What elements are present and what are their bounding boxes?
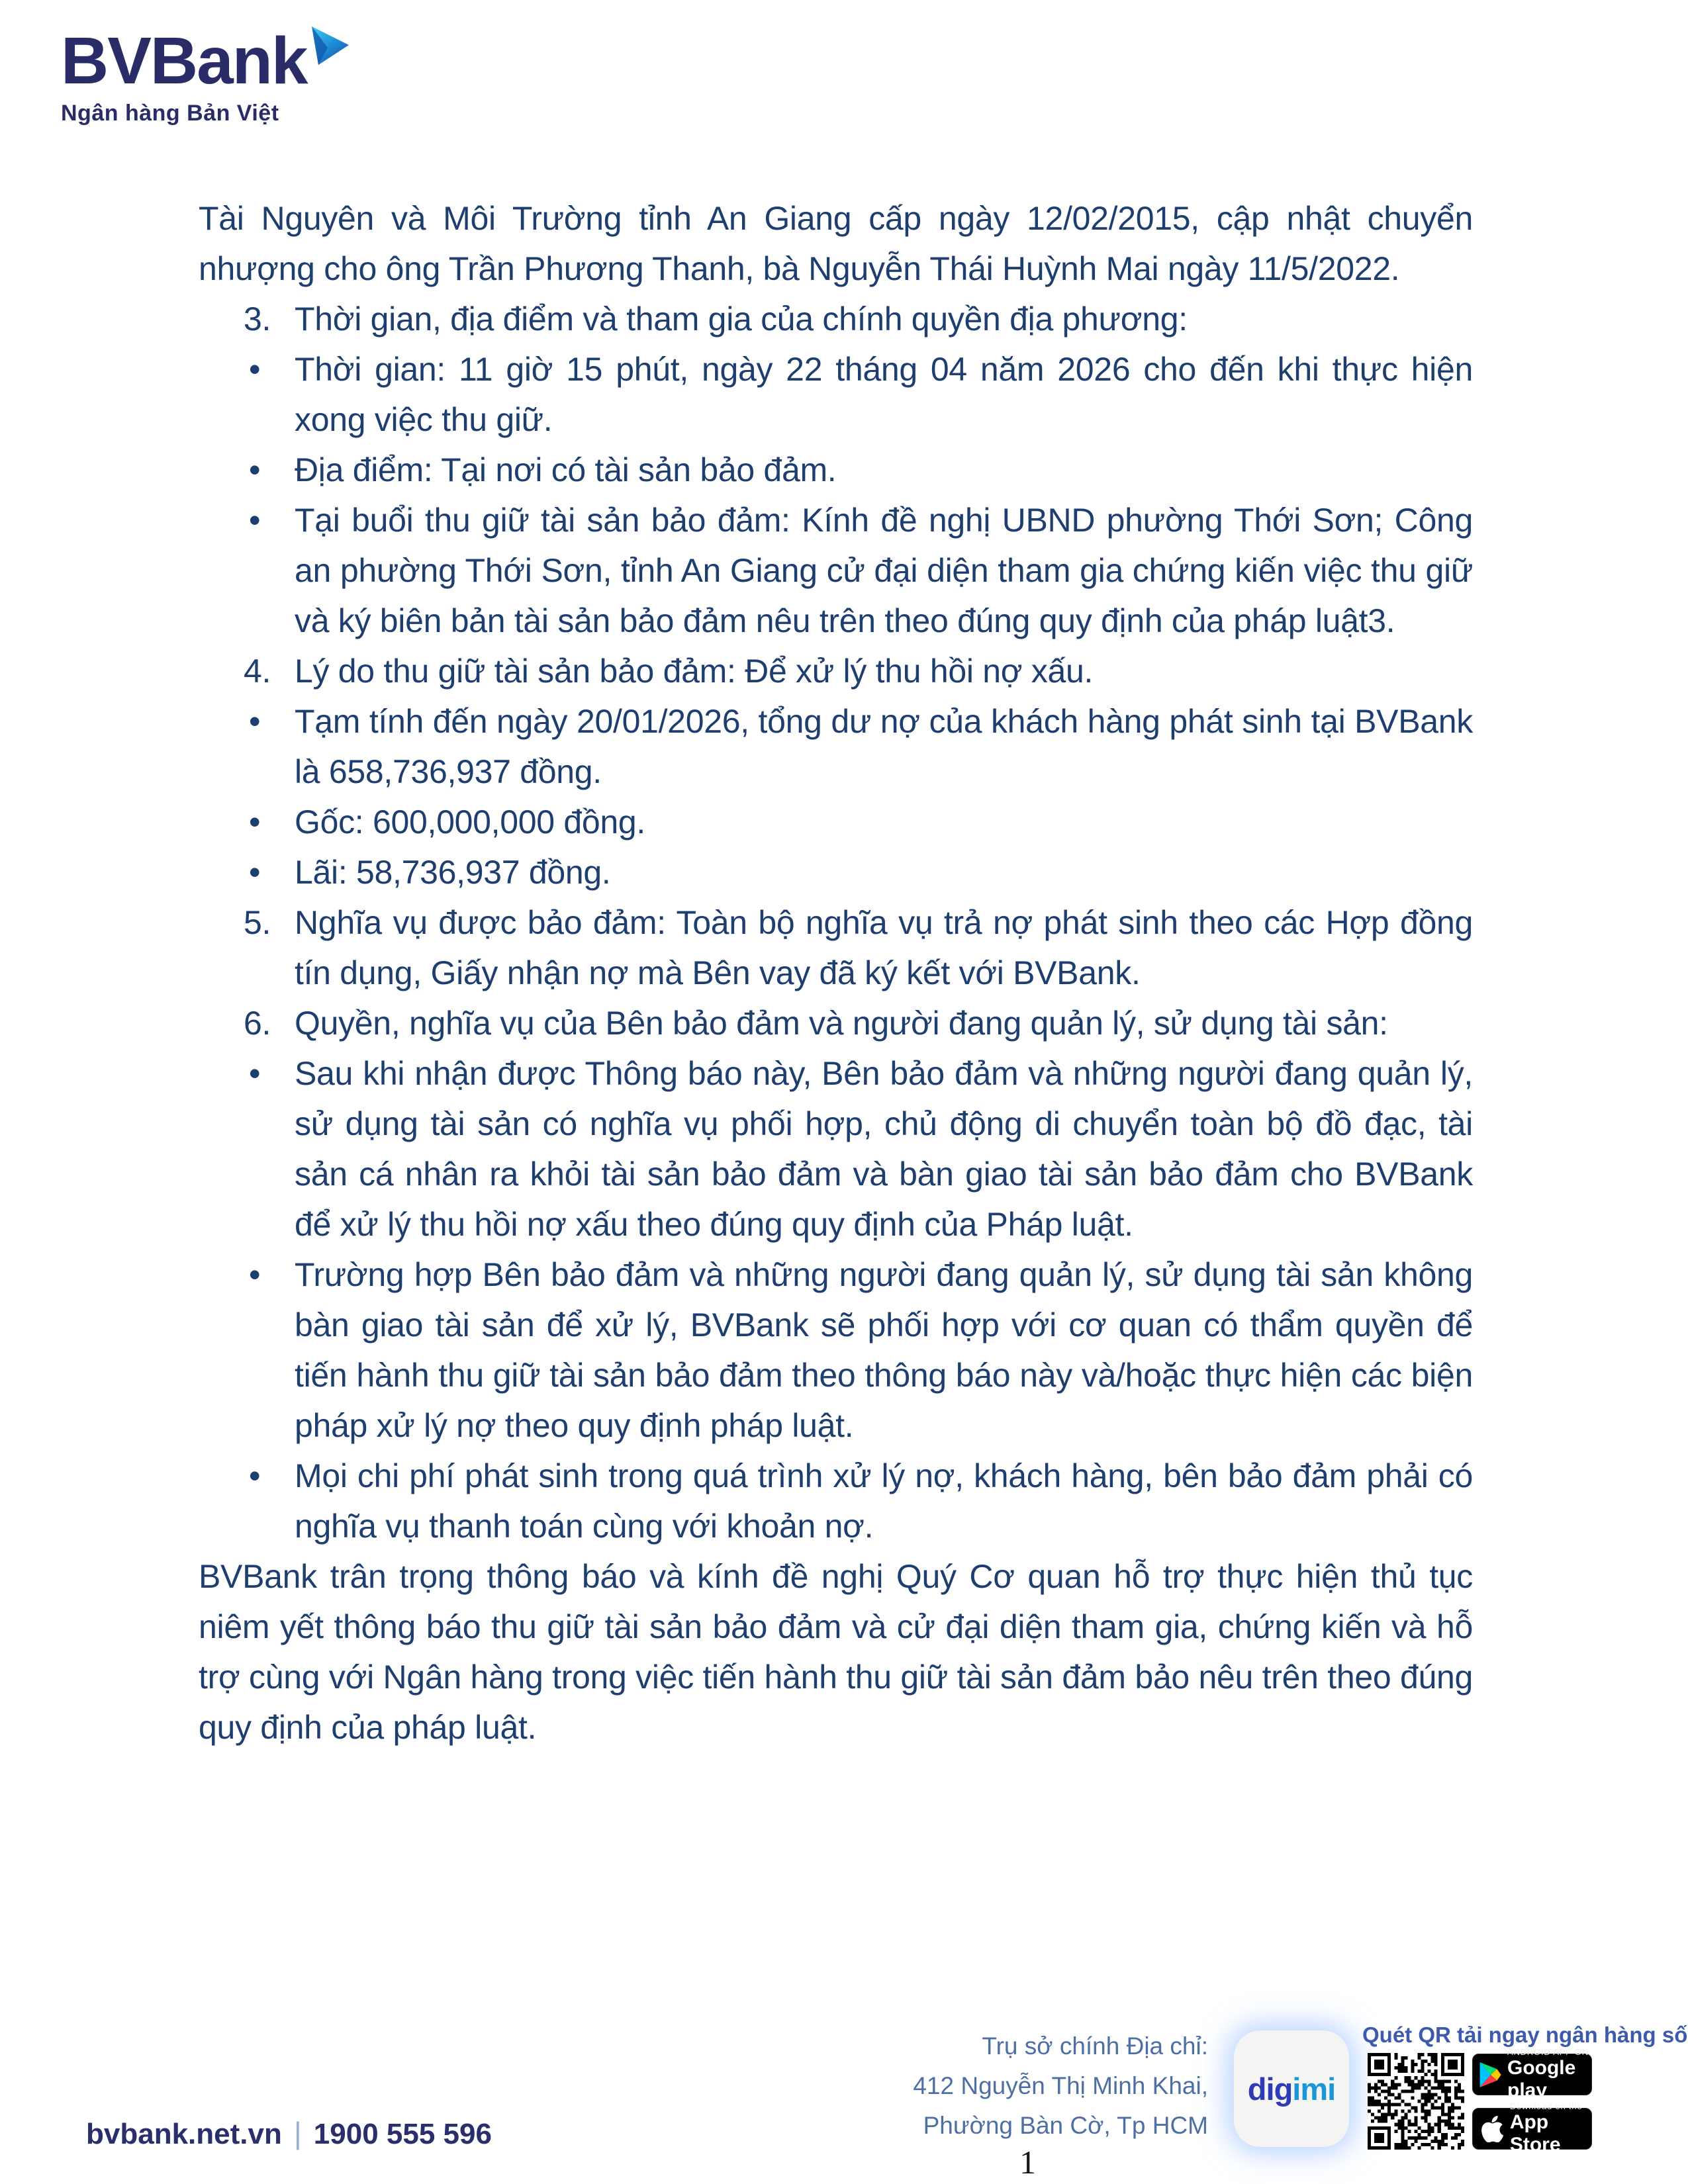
document-body (199, 193, 1473, 1752)
bullet-icon: • (249, 351, 261, 388)
digimi-wordmark-right: imi (1292, 2071, 1336, 2107)
list-item-5 (199, 897, 1473, 998)
bullet-icon: • (249, 703, 261, 740)
list-item-bullet (199, 344, 1473, 445)
app-store-badge (1472, 2101, 1592, 2156)
footer-separator: | (293, 2116, 302, 2150)
bullet-icon: • (249, 1055, 261, 1092)
page-number: 1 (1019, 2144, 1036, 2181)
item-text: Quyền, nghĩa vụ của Bên bảo đảm và người đang quản lý, sử dụng tài sản: (295, 1005, 1388, 1042)
hq-address-line2: Phường Bàn Cờ, Tp HCM (923, 2112, 1208, 2139)
list-item-bullet (199, 1250, 1473, 1451)
list-item-6 (199, 998, 1473, 1048)
item-number: 3. (244, 300, 271, 338)
hq-address-line1: 412 Nguyễn Thị Minh Khai, (913, 2072, 1208, 2099)
item-number: 5. (244, 904, 271, 941)
bullet-icon: • (249, 1256, 261, 1293)
item-text: Trường hợp Bên bảo đảm và những người đang quản lý, sử dụng tài sản không bàn giao tài sản để xử lý, BVBank sẽ phối hợp với cơ quan có thẩm quyền để tiến hành thu giữ tài sản bảo đảm theo thông báo này và/hoặc thực hiện các biện pháp xử lý nợ theo quy định pháp luật. (295, 1256, 1473, 1444)
bvbank-tagline: Ngân hàng Bản Việt (61, 101, 279, 126)
google-play-icon (1479, 2062, 1502, 2087)
qr-code (1368, 2053, 1464, 2150)
hq-label: Trụ sở chính Địa chỉ: (982, 2032, 1208, 2060)
footer-website: bvbank.net.vn (86, 2118, 282, 2150)
bullet-icon: • (249, 1457, 261, 1494)
paragraph-continuation: Tài Nguyên và Môi Trường tỉnh An Giang cấp ngày 12/02/2015, cập nhật chuyển nhượng cho ông Trần Phương Thanh, bà Nguyễn Thái Huỳnh Mai ngày 11/5/2022. (199, 200, 1473, 287)
item-text: Thời gian: 11 giờ 15 phút, ngày 22 tháng 04 năm 2026 cho đến khi thực hiện xong việc thu giữ. (295, 351, 1473, 438)
digimi-wordmark-left: dig (1247, 2071, 1293, 2107)
apple-icon (1479, 2116, 1505, 2142)
item-text: Nghĩa vụ được bảo đảm: Toàn bộ nghĩa vụ trả nợ phát sinh theo các Hợp đồng tín dụng, Giấy nhận nợ mà Bên vay đã ký kết với BVBank. (295, 904, 1473, 991)
item-number: 6. (244, 1005, 271, 1042)
footer-contact (86, 2115, 492, 2151)
item-number: 4. (244, 653, 271, 690)
list-item-bullet (199, 797, 1473, 847)
list-item-bullet (199, 1451, 1473, 1551)
google-play-badge-name: Google play (1507, 2057, 1576, 2101)
google-play-badge-top-text: ANDROID APP ON (1507, 2047, 1589, 2057)
list-item-bullet (199, 696, 1473, 797)
bullet-icon: • (249, 451, 261, 488)
item-text: Lý do thu giữ tài sản bảo đảm: Để xử lý thu hồi nợ xấu. (295, 653, 1094, 690)
list-item-bullet (199, 847, 1473, 897)
bullet-icon: • (249, 502, 261, 539)
list-item-bullet (199, 445, 1473, 495)
bullet-icon: • (249, 854, 261, 891)
digimi-app-icon (1234, 2030, 1349, 2147)
item-text: Gốc: 600,000,000 đồng. (295, 803, 645, 841)
bullet-icon: • (249, 803, 261, 841)
paragraph-closing: BVBank trân trọng thông báo và kính đề nghị Quý Cơ quan hỗ trợ thực hiện thủ tục niêm yết thông báo thu giữ tài sản bảo đảm và cử đại diện tham gia, chứng kiến và hỗ trợ cùng với Ngân hàng trong việc tiến hành thu giữ tài sản đảm bảo nêu trên theo đúng quy định của pháp luật. (199, 1558, 1473, 1746)
list-item-3 (199, 294, 1473, 344)
item-text: Tạm tính đến ngày 20/01/2026, tổng dư nợ của khách hàng phát sinh tại BVBank là 658,736,937 đồng. (295, 703, 1473, 790)
item-text: Mọi chi phí phát sinh trong quá trình xử lý nợ, khách hàng, bên bảo đảm phải có nghĩa vụ thanh toán cùng với khoản nợ. (295, 1457, 1473, 1545)
bvbank-wordmark: BVBank (61, 24, 307, 98)
footer-hotline: 1900 555 596 (313, 2118, 492, 2150)
item-text: Tại buổi thu giữ tài sản bảo đảm: Kính đề nghị UBND phường Thới Sơn; Công an phường Thới Sơn, tỉnh An Giang cử đại diện tham gia chứng kiến việc thu giữ và ký biên bản tài sản bảo đảm nêu trên theo đúng quy định của pháp luật3. (295, 502, 1473, 639)
hq-address (913, 2026, 1208, 2146)
list-item-bullet (199, 495, 1473, 646)
item-text: Địa điểm: Tại nơi có tài sản bảo đảm. (295, 451, 837, 488)
bvbank-arrow-icon (310, 25, 352, 72)
app-store-badge-name: App Store (1509, 2111, 1561, 2156)
list-item-4 (199, 646, 1473, 696)
app-store-badge-top-text: Download on the (1509, 2101, 1583, 2111)
list-item-bullet (199, 1048, 1473, 1250)
qr-caption: Quét QR tải ngay ngân hàng số (1362, 2023, 1688, 2047)
item-text: Lãi: 58,736,937 đồng. (295, 854, 611, 891)
bvbank-logo (61, 24, 352, 126)
item-text: Thời gian, địa điểm và tham gia của chính quyền địa phương: (295, 300, 1188, 338)
item-text: Sau khi nhận được Thông báo này, Bên bảo đảm và những người đang quản lý, sử dụng tài sản có nghĩa vụ phối hợp, chủ động di chuyển toàn bộ đồ đạc, tài sản cá nhân ra khỏi tài sản bảo đảm và bàn giao tài sản bảo đảm cho BVBank để xử lý thu hồi nợ xấu theo đúng quy định của Pháp luật. (295, 1055, 1473, 1243)
google-play-badge (1472, 2047, 1592, 2101)
